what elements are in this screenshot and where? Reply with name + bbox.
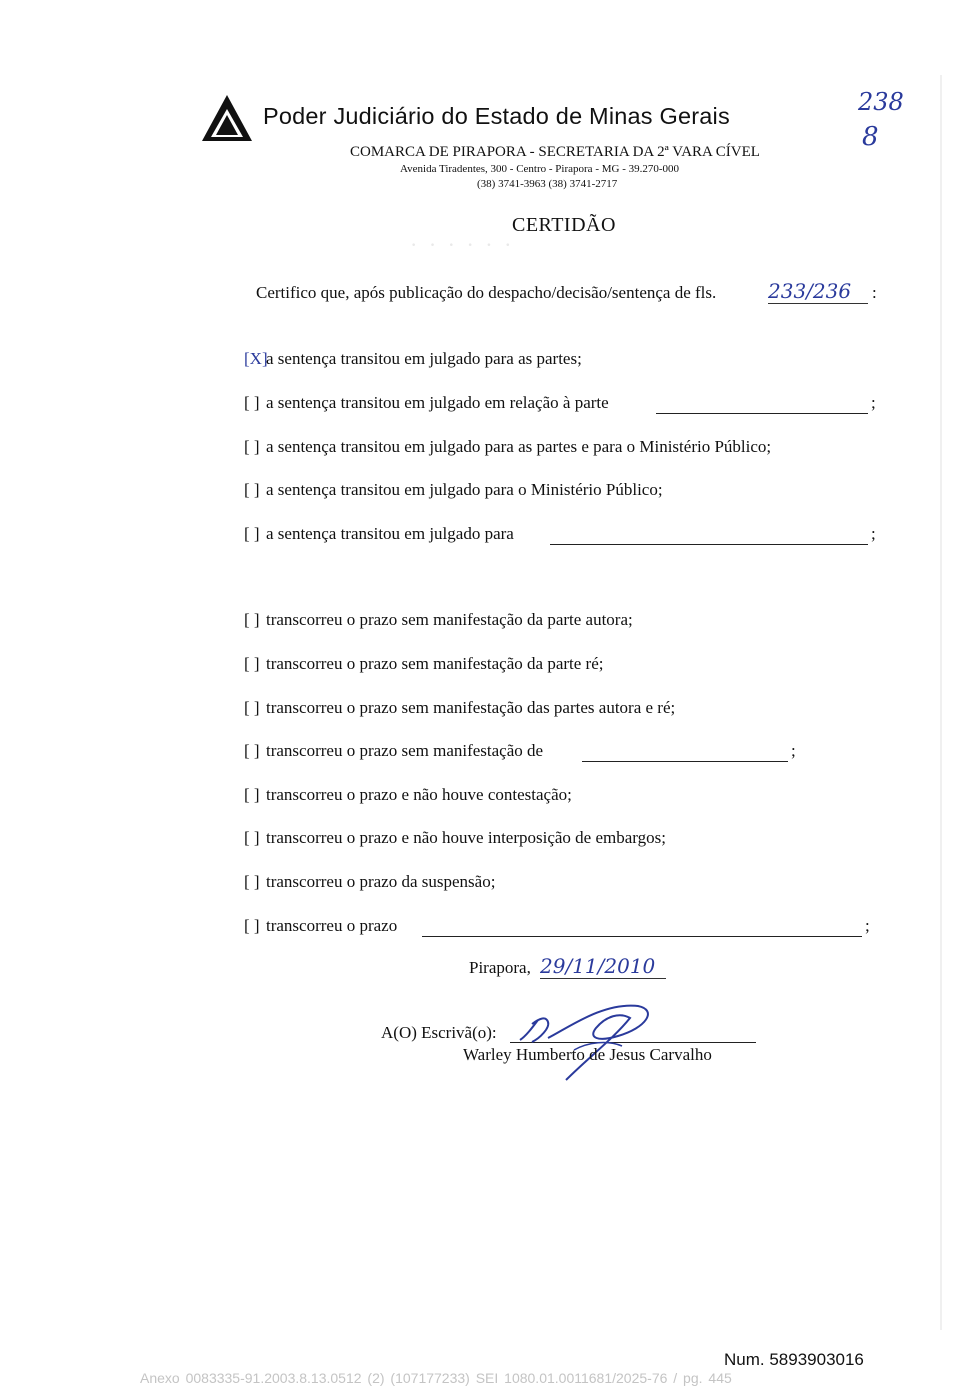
option-text: a sentença transitou em julgado para as partes e para o Ministério Público; <box>266 437 772 456</box>
option-text: transcorreu o prazo <box>266 916 398 935</box>
certification-intro: Certifico que, após publicação do despacho/decisão/sentença de fls. <box>256 283 717 302</box>
option-trail: ; <box>791 741 796 760</box>
document-number: Num. 5893903016 <box>724 1350 864 1369</box>
institution-title: Poder Judiciário do Estado de Minas Gerais <box>263 103 730 129</box>
option-row <box>244 785 572 805</box>
checkbox-empty: [ ] <box>244 741 260 760</box>
option-row <box>244 654 603 674</box>
checkbox-empty: [ ] <box>244 524 260 543</box>
court-address: Avenida Tiradentes, 300 - Centro - Pirapora - MG - 39.270-000 <box>400 163 680 175</box>
fill-in-blank <box>582 761 788 762</box>
option-trail: ; <box>865 916 870 935</box>
document-title: CERTIDÃO <box>512 214 616 236</box>
option-text: transcorreu o prazo e não houve interposição de embargos; <box>266 828 666 847</box>
option-text: a sentença transitou em julgado em relação à parte <box>266 393 609 412</box>
option-trail: ; <box>871 393 876 412</box>
option-text: a sentença transitou em julgado para <box>266 524 514 543</box>
checkbox-empty: [ ] <box>244 872 260 891</box>
option-row <box>244 872 495 892</box>
option-row <box>244 524 514 544</box>
option-row <box>244 916 397 936</box>
date-handwritten: 29/11/2010 <box>540 954 666 979</box>
option-row <box>244 393 609 413</box>
option-row <box>244 828 666 848</box>
handwritten-signature <box>518 998 668 1083</box>
stamp-bleed-through: · · · · · · <box>410 232 515 257</box>
page-number-handwritten: 238 <box>858 88 904 116</box>
option-text: transcorreu o prazo sem manifestação da parte ré; <box>266 654 604 673</box>
option-text: a sentença transitou em julgado para as partes; <box>266 349 582 368</box>
checkbox-empty: [ ] <box>244 610 260 629</box>
option-text: a sentença transitou em julgado para o Ministério Público; <box>266 480 663 499</box>
option-text: transcorreu o prazo e não houve contestação; <box>266 785 572 804</box>
court-phones: (38) 3741-3963 (38) 3741-2717 <box>477 178 618 190</box>
option-trail: ; <box>871 524 876 543</box>
option-row <box>244 610 633 630</box>
signer-name: Warley Humberto de Jesus Carvalho <box>463 1045 712 1064</box>
fill-in-blank <box>422 936 862 937</box>
checkbox-empty: [ ] <box>244 480 260 499</box>
fill-in-blank <box>550 544 868 545</box>
checkbox-empty: [ ] <box>244 437 260 456</box>
checkbox-empty: [ ] <box>244 785 260 804</box>
annex-footer: Anexo 0083335-91.2003.8.13.0512 (2) (107177233) SEI 1080.01.0011681/2025-76 / pg. 445 <box>140 1370 732 1386</box>
intro-colon: : <box>872 283 877 302</box>
option-text: transcorreu o prazo sem manifestação de <box>266 741 544 760</box>
page-edge <box>940 75 942 1330</box>
checkbox-empty: [ ] <box>244 828 260 847</box>
page-initial-handwritten: 8 <box>862 122 879 152</box>
option-row <box>244 741 543 761</box>
place-label: Pirapora, <box>469 958 531 977</box>
checkbox-checked: [X] <box>244 349 268 368</box>
option-row <box>244 480 663 500</box>
fls-handwritten-value: 233/236 <box>768 279 868 304</box>
option-text: transcorreu o prazo sem manifestação das partes autora e ré; <box>266 698 676 717</box>
fill-in-blank <box>656 413 868 414</box>
court-logo-icon <box>200 93 254 143</box>
option-text: transcorreu o prazo da suspensão; <box>266 872 496 891</box>
court-name: COMARCA DE PIRAPORA - SECRETARIA DA 2ª VARA CÍVEL <box>350 144 760 160</box>
checkbox-empty: [ ] <box>244 393 260 412</box>
checkbox-empty: [ ] <box>244 916 260 935</box>
option-row <box>244 437 771 457</box>
escriva-label: A(O) Escrivã(o): <box>381 1023 497 1042</box>
checkbox-empty: [ ] <box>244 698 260 717</box>
option-text: transcorreu o prazo sem manifestação da parte autora; <box>266 610 633 629</box>
checkbox-empty: [ ] <box>244 654 260 673</box>
option-row <box>244 698 675 718</box>
option-row <box>244 349 582 369</box>
